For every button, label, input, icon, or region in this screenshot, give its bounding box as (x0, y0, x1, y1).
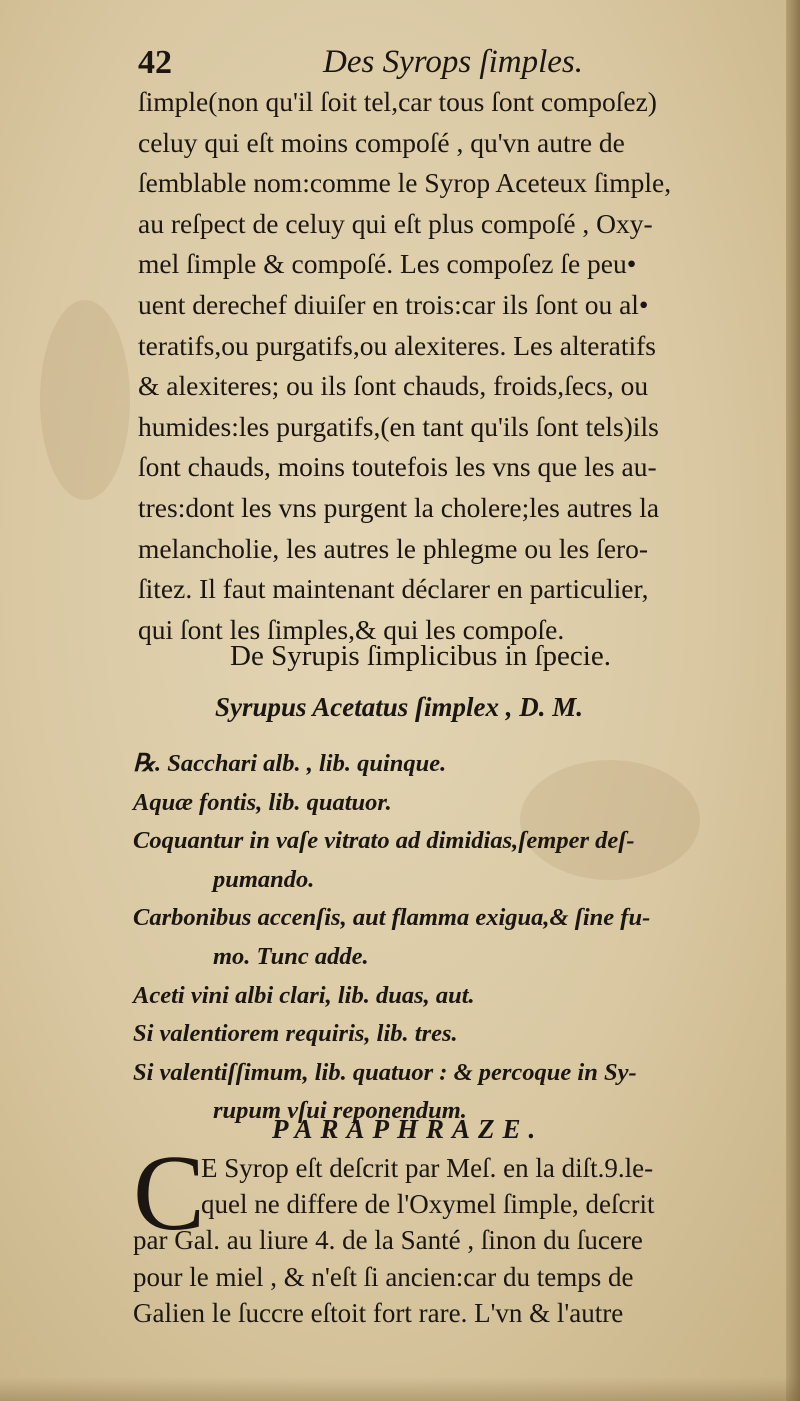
text-line: ſont chauds, moins toutefois les vns que les au- (138, 451, 657, 483)
text-line: quel ne differe de l'Oxymel ſimple, deſcrit (201, 1189, 655, 1220)
recipe-line: Coquantur in vaſe vitrato ad dimidias,ſemper deſ- (133, 827, 635, 855)
recipe-line: ℞. Sacchari alb. , lib. quinque. (133, 750, 447, 777)
text-line: par Gal. au liure 4. de la Santé , ſinon du ſucere (133, 1225, 643, 1256)
text-line: tres:dont les vns purgent la cholere;les autres la (138, 491, 660, 523)
text-line: ſemblable nom:comme le Syrop Aceteux ſimple, (138, 167, 672, 199)
recipe-line: Si valentiſſimum, lib. quatuor : & percoque in Sy- (133, 1058, 637, 1086)
text-line: mel ſimple & compoſé. Les compoſez ſe peu• (138, 248, 637, 280)
text-line: uent derechef diuiſer en trois:car ils ſont ou al• (138, 288, 649, 320)
paper-stain (40, 300, 130, 500)
text-line: & alexiteres; ou ils ſont chauds, froids,ſecs, ou (138, 370, 649, 402)
page-edge (786, 0, 800, 1401)
text-line: pour le miel , & n'eſt ſi ancien:car du temps de (133, 1261, 634, 1292)
page-bottom-edge (0, 1377, 800, 1401)
recipe-line: Aquæ fontis, lib. quatuor. (133, 788, 392, 816)
text-line: au reſpect de celuy qui eſt plus compoſé , Oxy- (138, 207, 653, 239)
text-line: ſitez. Il faut maintenant déclarer en particulier, (138, 573, 649, 605)
text-line: celuy qui eſt moins compoſé , qu'vn autre de (138, 126, 625, 158)
recipe-block (133, 745, 773, 1131)
recipe-line: Aceti vini albi clari, lib. duas, aut. (133, 981, 475, 1009)
text-line: E Syrop eſt deſcrit par Meſ. en la diſt.9.le- (201, 1153, 654, 1183)
recipe-title: Syrupus Acetatus ſimplex , D. M. (215, 692, 584, 722)
body-paragraph (138, 82, 768, 650)
recipe-line: mo. Tunc adde. (213, 942, 369, 970)
text-line: melancholie, les autres le phlegme ou les ſero- (138, 532, 649, 564)
drop-capital: C (133, 1134, 206, 1253)
recipe-line: pumando. (213, 865, 315, 893)
recipe-line: Si valentiorem requiris, lib. tres. (133, 1020, 458, 1048)
text-line: humides:les purgatifs,(en tant qu'ils ſont tels)ils (138, 410, 659, 442)
text-line: Galien le ſuccre eſtoit fort rare. L'vn & l'autre (133, 1297, 624, 1328)
paraphrase-paragraph (133, 1150, 773, 1331)
paraphrase-title: PARAPHRAZE. (272, 1114, 544, 1144)
recipe-line: Carbonibus accenſis, aut flamma exigua,& ſine fu- (133, 904, 651, 932)
section-title: De Syrupis ſimplicibus in ſpecie. (230, 640, 611, 672)
page-number: 42 (138, 44, 172, 81)
text-line: qui ſont les ſimples,& qui les compoſe. (138, 613, 565, 645)
recipe-line: rupum vſui reponendum. (213, 1097, 467, 1125)
text-line: ſimple(non qu'il ſoit tel,car tous ſont compoſez) (138, 86, 657, 117)
header-title: Des Syrops ſimples. (323, 44, 584, 80)
text-line: teratifs,ou purgatifs,ou alexiteres. Les alteratifs (138, 329, 656, 361)
